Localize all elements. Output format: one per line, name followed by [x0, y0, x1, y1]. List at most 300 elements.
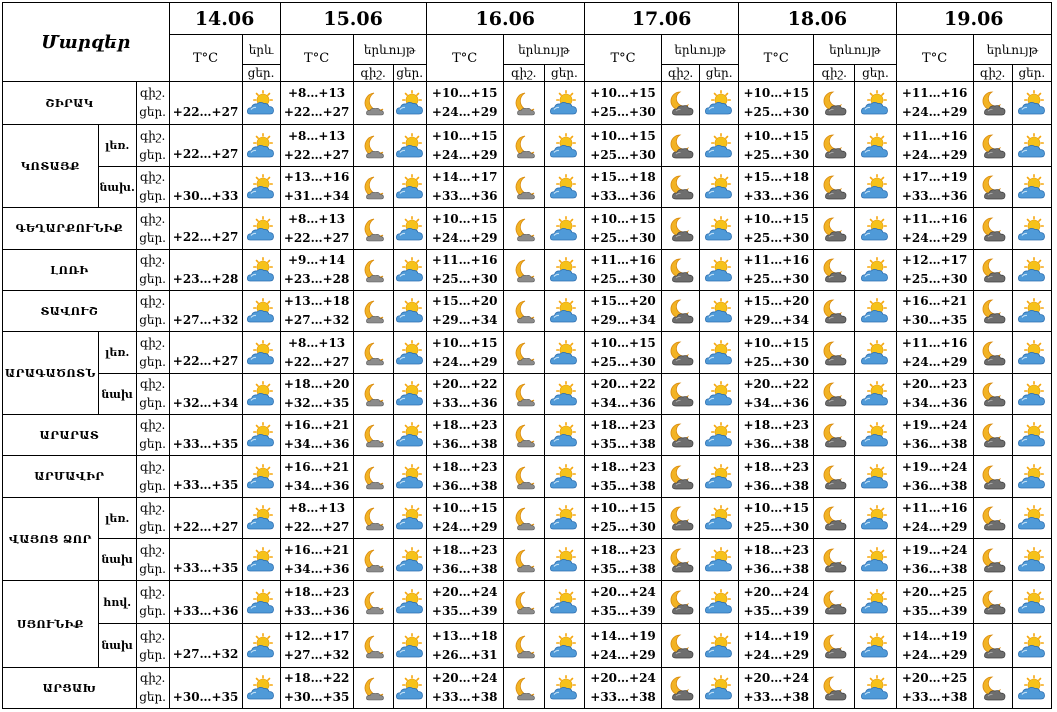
- day-temp: +27…+32: [283, 313, 350, 327]
- date-header: 19.06: [896, 3, 1051, 35]
- moon-cloud-night-icon: [666, 298, 696, 324]
- night-icon-cell: [973, 539, 1012, 581]
- day-temp: +33…+36: [431, 396, 498, 410]
- subregion-name: նախ: [98, 624, 136, 668]
- night-temp: +20…+23: [901, 377, 968, 391]
- phen-label: երև: [242, 35, 280, 65]
- temp-range: [896, 581, 973, 624]
- temp-range: [896, 167, 973, 208]
- temp-range: [280, 250, 353, 291]
- temp-range: [426, 374, 503, 415]
- sun-cloud-icon: [246, 257, 276, 283]
- day-temp: +36…+38: [901, 478, 968, 493]
- day-temp: +33…+38: [743, 690, 809, 704]
- sun-cloud-icon: [395, 381, 425, 407]
- night-icon-cell: [973, 208, 1012, 250]
- sun-cloud-icon: [860, 133, 890, 159]
- day-icon-cell: [1012, 456, 1051, 498]
- temp-range: [584, 125, 661, 167]
- day-temp: +22…+27: [283, 354, 350, 369]
- temp-range: [280, 82, 353, 125]
- sun-cloud-icon: [1017, 547, 1047, 573]
- night-icon-cell: [503, 415, 544, 456]
- sun-cloud-icon: [395, 90, 425, 116]
- day-temp: +36…+38: [743, 437, 809, 451]
- temp-range: [280, 167, 353, 208]
- day-temp: +25…+30: [431, 272, 498, 286]
- day-label: ցեր.: [139, 230, 166, 245]
- day-temp: +25…+30: [590, 147, 656, 162]
- phen-label: երևույթ: [814, 35, 896, 65]
- period-labels: [136, 498, 169, 539]
- region-name: ՍՅՈՒՆԻՔ: [3, 581, 99, 668]
- sun-cloud-icon: [860, 464, 890, 490]
- day-temp: +30…+35: [901, 313, 968, 327]
- temp-range: [896, 125, 973, 167]
- sun-cloud-icon: [549, 633, 579, 659]
- table-row: [3, 498, 1052, 539]
- moon-cloud-night-icon: [666, 133, 696, 159]
- night-temp: +20…+22: [431, 377, 498, 391]
- sun-cloud-icon: [1017, 257, 1047, 283]
- day-icon-cell: [855, 415, 896, 456]
- night-label: գիշ.: [139, 253, 166, 267]
- night-temp: +18…+23: [431, 418, 498, 432]
- period-labels: [136, 167, 169, 208]
- day-temp: +36…+38: [431, 437, 498, 451]
- temp-range: [426, 291, 503, 332]
- night-temp: +18…+23: [743, 542, 809, 557]
- period-labels: [136, 332, 169, 374]
- day-temp: +33…+38: [431, 690, 498, 704]
- night-temp: +11…+16: [743, 253, 809, 267]
- moon-night-icon: [509, 257, 539, 283]
- day-temp: +36…+38: [901, 561, 968, 576]
- night-icon-cell: [973, 668, 1012, 709]
- temp-range: [280, 581, 353, 624]
- day-icon-cell: [700, 456, 739, 498]
- sun-cloud-icon: [246, 633, 276, 659]
- night-temp: +18…+23: [590, 418, 656, 432]
- day-temp: +22…+27: [169, 332, 242, 374]
- weather-icon-cell: [242, 167, 280, 208]
- moon-cloud-night-icon: [666, 547, 696, 573]
- temp-range: [280, 125, 353, 167]
- sun-cloud-icon: [1017, 298, 1047, 324]
- day-temp: +24…+29: [901, 230, 968, 245]
- sun-cloud-icon: [549, 174, 579, 200]
- temp-range: [426, 125, 503, 167]
- day-temp: +32…+35: [283, 396, 350, 410]
- period-labels: [136, 82, 169, 125]
- night-temp: +13…+18: [431, 628, 498, 643]
- moon-night-icon: [358, 174, 388, 200]
- moon-cloud-night-icon: [978, 340, 1008, 366]
- night-label: գիշ.: [662, 65, 700, 82]
- night-icon-cell: [662, 415, 700, 456]
- day-icon-cell: [1012, 498, 1051, 539]
- day-temp: +36…+38: [431, 478, 498, 493]
- temp-range: [584, 498, 661, 539]
- night-icon-cell: [814, 208, 855, 250]
- day-temp: +22…+27: [169, 498, 242, 539]
- night-icon-cell: [503, 581, 544, 624]
- night-icon-cell: [814, 374, 855, 415]
- day-icon-cell: [393, 291, 426, 332]
- temp-range: [896, 539, 973, 581]
- day-temp: +33…+35: [169, 456, 242, 498]
- day-temp: +33…+35: [169, 415, 242, 456]
- night-icon-cell: [353, 456, 393, 498]
- sun-cloud-icon: [704, 298, 734, 324]
- moon-cloud-night-icon: [978, 633, 1008, 659]
- sun-cloud-icon: [1017, 589, 1047, 615]
- night-temp: +20…+24: [743, 585, 809, 599]
- temp-range: [896, 415, 973, 456]
- day-temp: +25…+30: [590, 520, 656, 534]
- night-temp: +18…+23: [590, 459, 656, 474]
- day-temp: +25…+30: [743, 354, 809, 369]
- day-label: ցեր.: [544, 65, 584, 82]
- sun-cloud-icon: [860, 633, 890, 659]
- moon-cloud-night-icon: [978, 133, 1008, 159]
- day-icon-cell: [393, 82, 426, 125]
- temp-range: [896, 374, 973, 415]
- day-temp: +35…+39: [431, 604, 498, 618]
- night-icon-cell: [353, 208, 393, 250]
- day-icon-cell: [1012, 624, 1051, 668]
- night-label: գիշ.: [139, 671, 166, 685]
- day-label: ցեր.: [139, 147, 166, 162]
- night-icon-cell: [973, 125, 1012, 167]
- night-icon-cell: [973, 250, 1012, 291]
- night-label: գիշ.: [139, 86, 166, 100]
- day-icon-cell: [855, 498, 896, 539]
- day-icon-cell: [393, 415, 426, 456]
- temp-range: [426, 250, 503, 291]
- temp-range: [280, 539, 353, 581]
- period-labels: [136, 415, 169, 456]
- day-icon-cell: [393, 125, 426, 167]
- night-temp: +10…+15: [431, 86, 498, 100]
- day-label: ցեր.: [700, 65, 739, 82]
- sun-cloud-icon: [395, 633, 425, 659]
- temp-range: [739, 498, 814, 539]
- moon-cloud-night-icon: [666, 381, 696, 407]
- day-temp: +33…+36: [431, 189, 498, 203]
- day-temp: +22…+27: [169, 208, 242, 250]
- weather-icon-cell: [242, 539, 280, 581]
- period-labels: [136, 250, 169, 291]
- sun-cloud-icon: [860, 90, 890, 116]
- night-icon-cell: [814, 291, 855, 332]
- day-icon-cell: [1012, 581, 1051, 624]
- day-temp: +24…+29: [901, 147, 968, 162]
- period-labels: [136, 208, 169, 250]
- sun-cloud-icon: [1017, 216, 1047, 242]
- moon-night-icon: [509, 547, 539, 573]
- sun-cloud-icon: [1017, 675, 1047, 701]
- night-temp: +11…+16: [901, 501, 968, 515]
- day-temp: +34…+36: [901, 396, 968, 410]
- day-icon-cell: [855, 539, 896, 581]
- temp-range: [426, 332, 503, 374]
- sun-cloud-icon: [704, 216, 734, 242]
- day-icon-cell: [393, 374, 426, 415]
- night-temp: +9…+14: [288, 253, 346, 267]
- day-temp: +36…+38: [743, 561, 809, 576]
- day-temp: +22…+27: [283, 147, 350, 162]
- day-temp: +33…+38: [901, 690, 968, 704]
- day-icon-cell: [855, 332, 896, 374]
- day-temp: +33…+36: [901, 189, 968, 203]
- day-temp: +32…+34: [169, 374, 242, 415]
- day-icon-cell: [544, 208, 584, 250]
- day-temp: +35…+39: [743, 604, 809, 618]
- night-temp: +15…+18: [590, 170, 656, 184]
- night-icon-cell: [973, 415, 1012, 456]
- night-icon-cell: [353, 167, 393, 208]
- night-temp: +14…+17: [431, 170, 498, 184]
- temp-range: [739, 581, 814, 624]
- day-icon-cell: [393, 456, 426, 498]
- night-temp: +14…+19: [901, 628, 968, 643]
- day-icon-cell: [393, 332, 426, 374]
- temp-range: [739, 539, 814, 581]
- night-icon-cell: [662, 624, 700, 668]
- night-label: գիշ.: [139, 211, 166, 226]
- sun-cloud-icon: [246, 675, 276, 701]
- day-temp: +35…+39: [590, 604, 656, 618]
- day-icon-cell: [700, 291, 739, 332]
- day-temp: +26…+31: [431, 647, 498, 662]
- night-label: գիշ.: [139, 377, 166, 391]
- day-icon-cell: [393, 208, 426, 250]
- night-label: գիշ.: [139, 542, 166, 557]
- day-temp: +27…+32: [169, 624, 242, 668]
- day-label: ցեր.: [139, 272, 166, 286]
- day-icon-cell: [700, 374, 739, 415]
- night-label: գիշ.: [139, 294, 166, 308]
- moon-cloud-night-icon: [666, 505, 696, 531]
- night-temp: +14…+19: [590, 628, 656, 643]
- night-temp: +8…+13: [288, 128, 346, 143]
- moon-cloud-night-icon: [666, 589, 696, 615]
- temp-label: T°C: [426, 35, 503, 82]
- moon-cloud-night-icon: [978, 505, 1008, 531]
- night-temp: +8…+13: [288, 501, 346, 515]
- day-temp: +25…+30: [590, 354, 656, 369]
- day-icon-cell: [544, 167, 584, 208]
- night-icon-cell: [662, 456, 700, 498]
- sun-cloud-icon: [395, 133, 425, 159]
- night-icon-cell: [814, 82, 855, 125]
- moon-night-icon: [358, 547, 388, 573]
- table-row: [3, 208, 1052, 250]
- night-icon-cell: [814, 456, 855, 498]
- day-temp: +22…+27: [169, 82, 242, 125]
- night-icon-cell: [662, 291, 700, 332]
- day-icon-cell: [1012, 668, 1051, 709]
- temp-range: [739, 250, 814, 291]
- subregion-name: նախ.: [98, 167, 136, 208]
- day-temp: +25…+30: [743, 272, 809, 286]
- temp-range: [739, 291, 814, 332]
- day-icon-cell: [544, 125, 584, 167]
- moon-night-icon: [509, 340, 539, 366]
- region-name: ՇԻՐԱԿ: [3, 82, 137, 125]
- moon-cloud-night-icon: [978, 257, 1008, 283]
- night-temp: +10…+15: [743, 128, 809, 143]
- table-row: [3, 250, 1052, 291]
- day-icon-cell: [1012, 208, 1051, 250]
- night-temp: +10…+15: [743, 501, 809, 515]
- sun-cloud-icon: [549, 257, 579, 283]
- sun-cloud-icon: [246, 90, 276, 116]
- temp-range: [280, 624, 353, 668]
- period-labels: [136, 539, 169, 581]
- temp-range: [896, 498, 973, 539]
- day-icon-cell: [544, 624, 584, 668]
- sun-cloud-icon: [549, 422, 579, 448]
- night-temp: +15…+18: [743, 170, 809, 184]
- sun-cloud-icon: [860, 505, 890, 531]
- moon-cloud-night-icon: [978, 547, 1008, 573]
- temp-range: [896, 291, 973, 332]
- sun-cloud-icon: [549, 464, 579, 490]
- sun-cloud-icon: [395, 174, 425, 200]
- table-row: [3, 624, 1052, 668]
- day-temp: +25…+30: [743, 230, 809, 245]
- night-temp: +20…+25: [901, 671, 968, 685]
- temp-label: T°C: [896, 35, 973, 82]
- day-icon-cell: [855, 208, 896, 250]
- temp-range: [896, 208, 973, 250]
- day-label: ցեր.: [393, 65, 426, 82]
- phen-label: երևույթ: [973, 35, 1051, 65]
- sun-cloud-icon: [1017, 381, 1047, 407]
- day-temp: +33…+38: [590, 690, 656, 704]
- sun-cloud-icon: [860, 675, 890, 701]
- day-temp: +25…+30: [590, 105, 656, 119]
- night-temp: +10…+15: [431, 335, 498, 350]
- night-temp: +17…+19: [901, 170, 968, 184]
- sun-cloud-icon: [860, 340, 890, 366]
- sun-cloud-icon: [860, 381, 890, 407]
- table-row: [3, 125, 1052, 167]
- temp-range: [739, 332, 814, 374]
- night-label: գիշ.: [353, 65, 393, 82]
- table-row: [3, 167, 1052, 208]
- day-label: ցեր.: [139, 647, 166, 662]
- temp-range: [426, 624, 503, 668]
- sun-cloud-icon: [549, 505, 579, 531]
- table-row: [3, 415, 1052, 456]
- night-temp: +12…+17: [901, 253, 968, 267]
- temp-range: [739, 167, 814, 208]
- period-labels: [136, 374, 169, 415]
- moon-night-icon: [358, 464, 388, 490]
- night-icon-cell: [353, 250, 393, 291]
- temp-label: T°C: [584, 35, 661, 82]
- sun-cloud-icon: [1017, 633, 1047, 659]
- moon-cloud-night-icon: [978, 589, 1008, 615]
- day-temp: +27…+32: [169, 291, 242, 332]
- temp-range: [896, 456, 973, 498]
- sun-cloud-icon: [246, 133, 276, 159]
- sun-cloud-icon: [246, 464, 276, 490]
- night-icon-cell: [814, 581, 855, 624]
- moon-cloud-night-icon: [666, 257, 696, 283]
- temp-range: [584, 82, 661, 125]
- night-icon-cell: [503, 167, 544, 208]
- night-label: գիշ.: [973, 65, 1012, 82]
- night-icon-cell: [973, 374, 1012, 415]
- night-temp: +18…+23: [283, 585, 350, 599]
- moon-night-icon: [358, 422, 388, 448]
- moon-cloud-night-icon: [666, 216, 696, 242]
- day-icon-cell: [1012, 374, 1051, 415]
- sun-cloud-icon: [395, 422, 425, 448]
- day-temp: +22…+27: [283, 230, 350, 245]
- subregion-name: նախ: [98, 374, 136, 415]
- moon-cloud-night-icon: [666, 90, 696, 116]
- table-row: [3, 332, 1052, 374]
- weather-icon-cell: [242, 208, 280, 250]
- night-temp: +10…+15: [743, 86, 809, 100]
- day-temp: +29…+34: [431, 313, 498, 327]
- moon-cloud-night-icon: [819, 633, 849, 659]
- night-icon-cell: [662, 581, 700, 624]
- night-label: գիշ.: [139, 585, 166, 599]
- date-header: 18.06: [739, 3, 896, 35]
- period-labels: [136, 291, 169, 332]
- day-icon-cell: [1012, 82, 1051, 125]
- night-label: գիշ.: [139, 418, 166, 432]
- table-row: [3, 456, 1052, 498]
- night-temp: +11…+16: [901, 335, 968, 350]
- day-icon-cell: [700, 668, 739, 709]
- night-temp: +20…+24: [431, 671, 498, 685]
- moon-cloud-night-icon: [819, 257, 849, 283]
- day-temp: +25…+30: [590, 272, 656, 286]
- night-temp: +19…+24: [901, 418, 968, 432]
- day-icon-cell: [700, 332, 739, 374]
- night-icon-cell: [503, 456, 544, 498]
- night-temp: +10…+15: [590, 335, 656, 350]
- day-label: ցեր.: [139, 354, 166, 369]
- night-icon-cell: [503, 498, 544, 539]
- day-label: ցեր.: [139, 313, 166, 327]
- night-icon-cell: [814, 125, 855, 167]
- night-icon-cell: [353, 498, 393, 539]
- day-label: ցեր.: [139, 561, 166, 576]
- sun-cloud-icon: [246, 174, 276, 200]
- night-temp: +11…+16: [901, 86, 968, 100]
- region-name: ԿՈՏԱՅՔ: [3, 125, 99, 208]
- day-icon-cell: [700, 208, 739, 250]
- forecast-table: [2, 2, 1052, 709]
- moon-night-icon: [509, 298, 539, 324]
- night-temp: +10…+15: [743, 211, 809, 226]
- day-label: ցեր.: [139, 437, 166, 451]
- night-temp: +15…+20: [590, 294, 656, 308]
- day-icon-cell: [544, 581, 584, 624]
- night-temp: +18…+20: [283, 377, 350, 391]
- day-icon-cell: [855, 291, 896, 332]
- day-temp: +29…+34: [743, 313, 809, 327]
- sun-cloud-icon: [704, 422, 734, 448]
